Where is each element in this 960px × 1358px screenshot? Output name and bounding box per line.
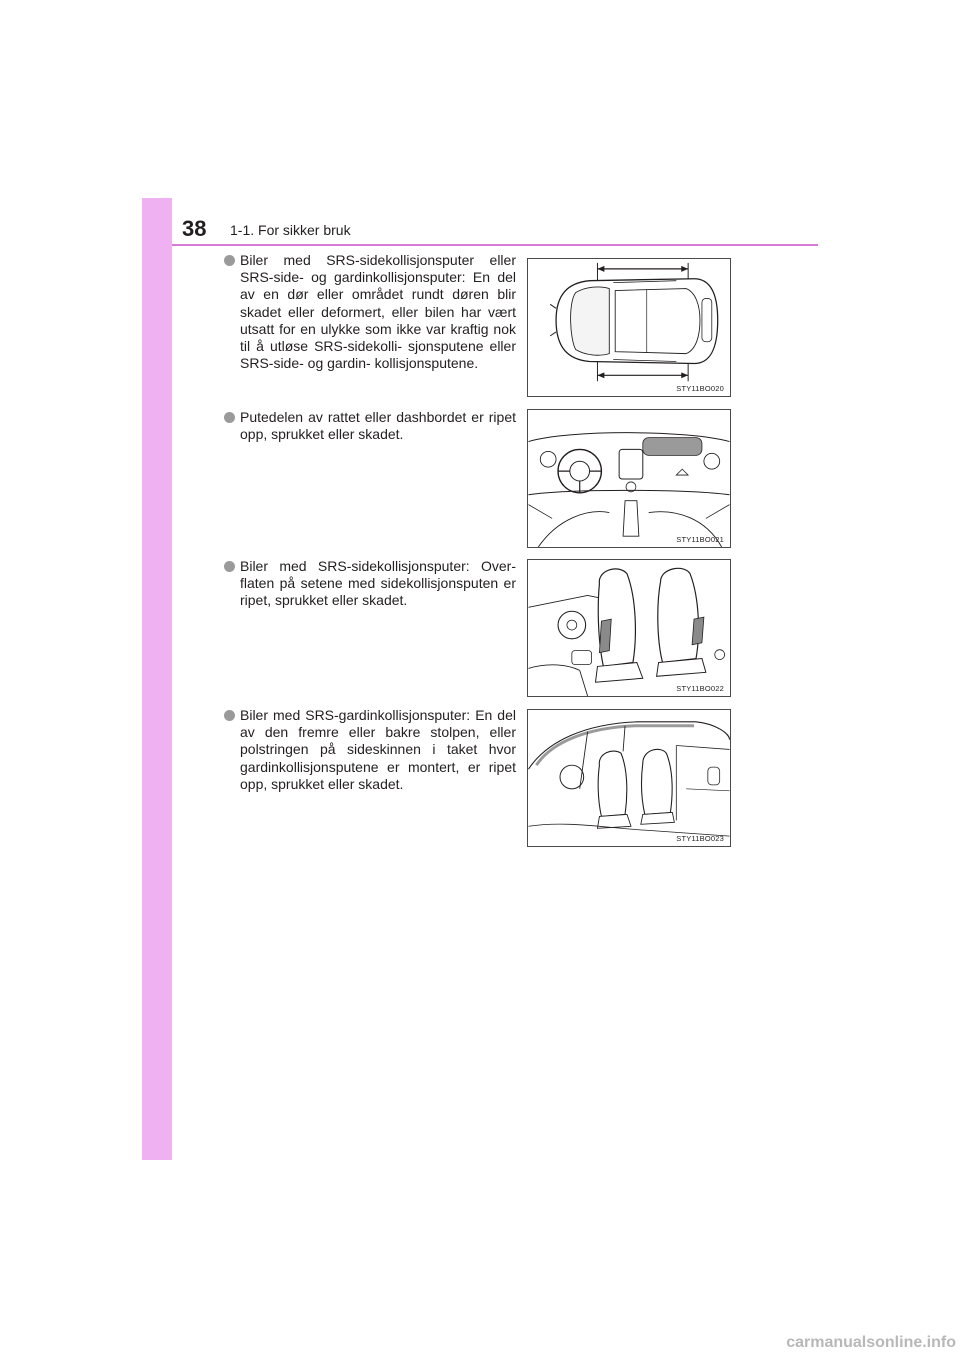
front-seats-illustration — [528, 560, 730, 696]
list-item — [224, 252, 516, 372]
item-text: Biler med SRS-sidekollisjonsputer: Over- flaten på setene med sidekollisjonsputen er ripet, sprukket eller skadet. — [240, 558, 516, 609]
item-text: Biler med SRS-gardinkollisjonsputer: En del av den fremre eller bakre stolpen, eller polstringen på sideskinnen i taket hvor gardinkollisjonsputene er montert, er ripet opp, sprukket eller skadet. — [240, 707, 516, 792]
watermark[interactable]: carmanualsonline.info — [786, 1334, 956, 1351]
figure-front-seats — [527, 559, 731, 697]
bullet-icon — [224, 710, 235, 721]
list-item — [224, 707, 516, 793]
item-text: Putedelen av rattet eller dashbordet er ripet opp, sprukket eller skadet. — [240, 409, 516, 443]
car-top-view-illustration — [528, 259, 730, 396]
list-item — [224, 558, 516, 610]
page-number: 38 — [182, 216, 207, 241]
figure-car-top-view — [527, 258, 731, 397]
item-text: Biler med SRS-sidekollisjonsputer eller SRS-side- og gardinkollisjonsputer: En del av en dør eller området rundt døren blir skadet eller deformert, eller bilen har vært utsatt for en ulykke som ikke var kraftig nok til å utløse SRS-sidekolli- sjonsputene eller SRS-side- og gardin- kollisjonsputene. — [240, 252, 516, 372]
header-rule — [172, 244, 818, 246]
curtain-airbag-illustration — [528, 710, 730, 846]
page-header — [172, 198, 818, 246]
bullet-icon — [224, 412, 235, 423]
figure-curtain-area — [527, 709, 731, 847]
section-title: 1-1. For sikker bruk — [230, 222, 351, 238]
figure-code: STY11BO023 — [676, 834, 724, 843]
dashboard-illustration — [528, 410, 730, 547]
bullet-icon — [224, 255, 235, 266]
chapter-sidebar-tab — [142, 198, 172, 1160]
figure-code: STY11BO022 — [676, 684, 724, 693]
list-item — [224, 409, 516, 443]
figure-dashboard — [527, 409, 731, 548]
bullet-icon — [224, 561, 235, 572]
figure-code: STY11BO020 — [676, 384, 724, 393]
figure-code: STY11BO021 — [676, 535, 724, 544]
